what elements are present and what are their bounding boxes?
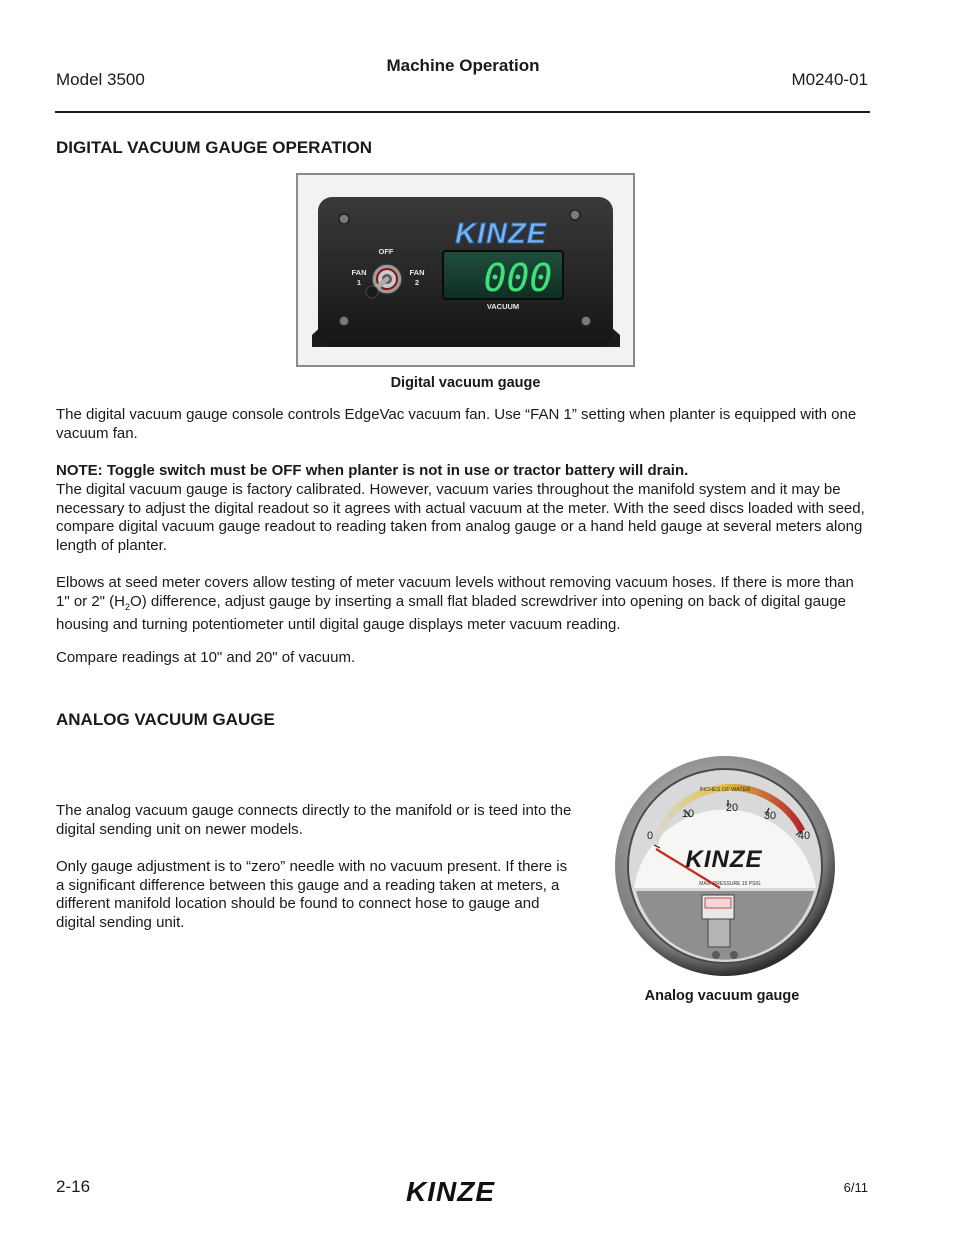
footer-date: 6/11 (843, 1180, 868, 1195)
tick-label-10: 10 (681, 808, 695, 820)
analog-gauge-caption: Analog vacuum gauge (644, 988, 800, 1004)
subscript-2: 2 (125, 601, 131, 612)
screw-icon (730, 951, 738, 959)
switch-label-fan1: FAN (351, 268, 367, 277)
digital-note: NOTE: Toggle switch must be OFF when planter is not in use or tractor battery will drain. (56, 462, 689, 479)
screw-icon (570, 210, 580, 220)
screw-icon (581, 316, 591, 326)
display-label: VACUUM (486, 302, 520, 311)
footer-logo (404, 1176, 524, 1211)
header-doc-number: M0240-01 (791, 70, 868, 89)
screw-icon (339, 316, 349, 326)
max-pressure-label: MAX. PRESSURE 15 PSIG (699, 881, 761, 887)
analog-gauge-illustration (612, 753, 838, 979)
switch-label-fan1-number: 1 (356, 278, 362, 287)
switch-label-fan2: FAN (409, 268, 425, 277)
dial-title: INCHES OF WATER (699, 787, 751, 793)
analog-paragraph-1: The analog vacuum gauge connects directly to the manifold or is teed into the digital sending unit on newer models. (56, 802, 572, 838)
switch-label-fan2-number: 2 (414, 278, 420, 287)
digital-paragraph-1: The digital vacuum gauge console controls EdgeVac vacuum fan. Use “FAN 1” setting when planter is equipped with one vacuum fan. (56, 406, 857, 442)
analog-gauge-photo (612, 753, 838, 979)
digital-readout: 000 (483, 256, 553, 300)
screw-icon (712, 951, 720, 959)
header-rule (55, 111, 870, 113)
digital-gauge-photo (296, 173, 635, 367)
paragraph-3-part-b: O) difference, adjust gauge by inserting a small flat bladed screwdriver into opening on back of digital gauge housing and turning potentiometer until digital gauge displays meter vacuum reading. (56, 592, 847, 634)
screw-icon (339, 214, 349, 224)
switch-label-off: OFF (378, 247, 394, 256)
digital-gauge-caption: Digital vacuum gauge (390, 375, 541, 391)
tick-label-40: 40 (797, 830, 811, 842)
digital-paragraph-4: Compare readings at 10" and 20" of vacuum. (56, 649, 356, 666)
header-model: Model 3500 (56, 70, 145, 89)
page-number: 2-16 (56, 1177, 91, 1196)
digital-gauge-brand: KINZE (455, 218, 547, 250)
footer-brand: KINZE (406, 1176, 495, 1206)
analog-section-heading: ANALOG VACUUM GAUGE (56, 710, 275, 729)
analog-gauge-brand: KINZE (685, 846, 763, 873)
digital-paragraph-3 (56, 574, 871, 635)
header-section-title: Machine Operation (386, 56, 540, 75)
analog-paragraph-2: Only gauge adjustment is to “zero” needle with no vacuum present. If there is a significant difference between this gauge and a reading taken at meters, a different manifold location should be found to connect hose to gauge and digital sending unit. (56, 858, 568, 932)
tick-label-0: 0 (646, 830, 654, 842)
tick-label-30: 30 (763, 810, 777, 822)
kinze-logo-icon (404, 1176, 524, 1206)
digital-section-heading: DIGITAL VACUUM GAUGE OPERATION (56, 138, 373, 157)
paragraph-3-part-a: Elbows at seed meter covers allow testing of meter vacuum levels without removing vacuum hoses. If there is more than 1" or 2" (H (56, 574, 854, 610)
digital-paragraph-2: The digital vacuum gauge is factory calibrated. However, vacuum varies throughout the manifold system and it may be necessary to adjust the digital readout so it agrees with actual vacuum at the meter. With the seed discs loaded with seed, compare digital vacuum gauge readout to reading taken from analog gauge or a hand held gauge at several meters along length of planter. (56, 481, 865, 555)
digital-gauge-illustration (298, 175, 633, 365)
tick-label-20: 20 (725, 802, 739, 814)
